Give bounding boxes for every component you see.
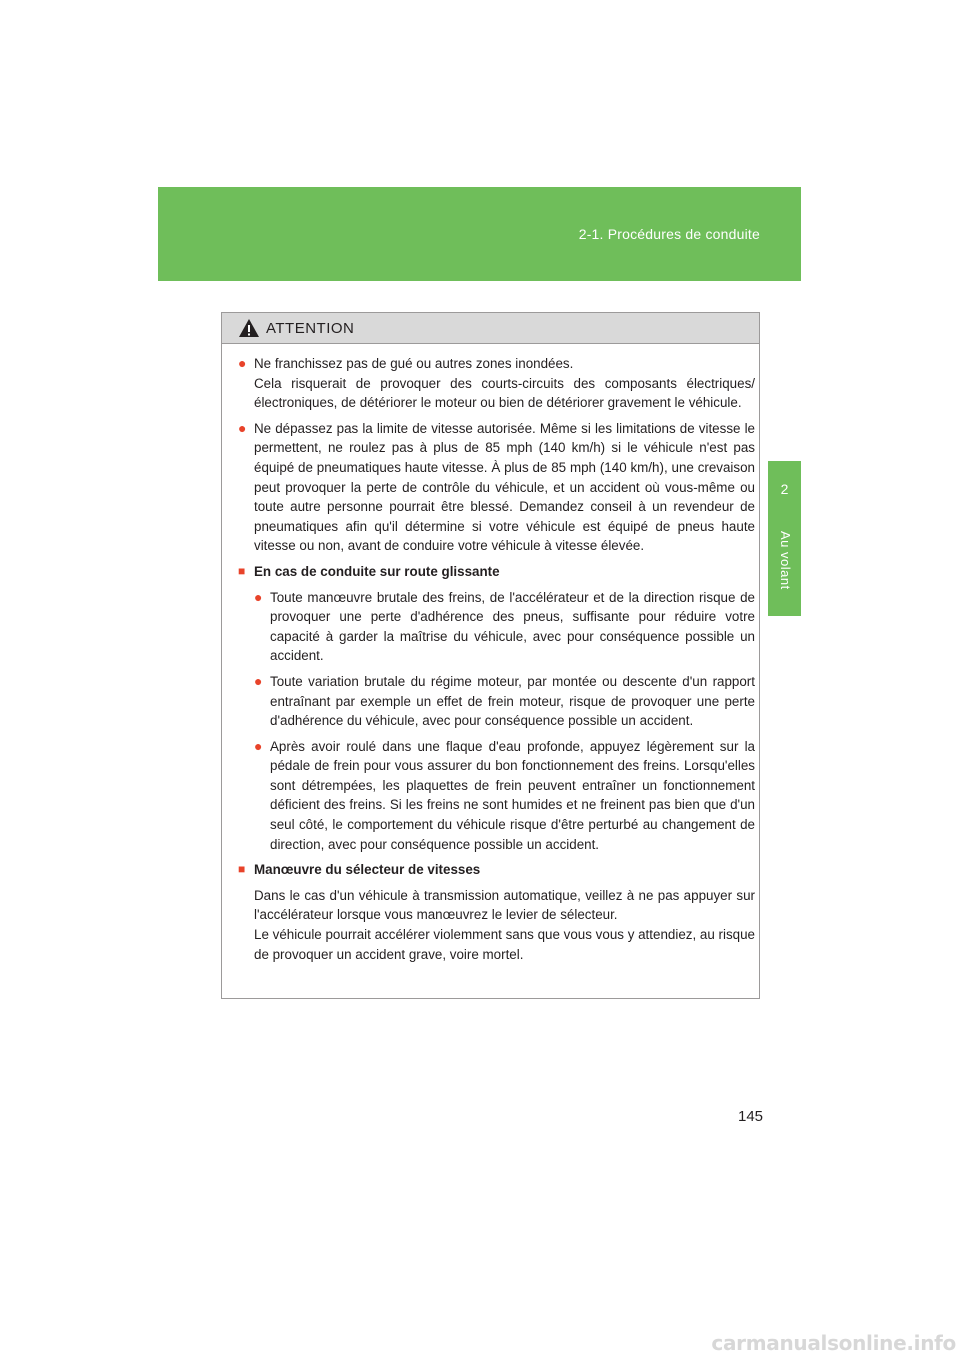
item-text: Toute manœuvre brutale des freins, de l'accélérateur et de la direction risque de provoquer une perte d'adhérence des pneus, suffisante pour réduire votre capacité à garder la maîtrise du véhicule, avec pour conséquence possible un accident.: [270, 589, 755, 664]
round-bullet-icon: ●: [254, 588, 263, 605]
round-bullet-icon: ●: [254, 737, 263, 754]
caution-header: [222, 313, 759, 344]
item-text: Cela risquerait de provoquer des courts-circuits des composants électriques/électroniques, de détériorer le moteur ou bien de détériorer gravement le véhicule.: [254, 375, 755, 411]
square-bullet-icon: ■: [238, 563, 246, 578]
chapter-label: Au volant: [778, 531, 793, 590]
item-text: Toute variation brutale du régime moteur, par montée ou descente d'un rapport entraînant par exemple un effet de frein moteur, risque de provoquer une perte d'adhérence du véhicule, avec pour conséquence possible un accident.: [270, 673, 755, 729]
section-heading: [238, 562, 755, 582]
list-item: [254, 737, 755, 855]
watermark: carmanualsonline.info: [711, 1331, 956, 1355]
list-item: [254, 672, 755, 731]
chapter-side-tab: [768, 461, 801, 616]
round-bullet-icon: ●: [238, 355, 247, 371]
heading-text: En cas de conduite sur route glissante: [254, 563, 500, 579]
slippery-list: [254, 588, 755, 855]
shift-paragraph: [238, 886, 755, 964]
round-bullet-icon: ●: [254, 672, 263, 689]
section-heading: [238, 860, 755, 880]
warning-triangle-icon: [238, 318, 260, 338]
page-number: 145: [738, 1108, 764, 1125]
chapter-header-band: [158, 187, 801, 281]
square-bullet-icon: ■: [238, 862, 246, 877]
list-item: [238, 354, 755, 413]
section-title: 2-1. Procédures de conduite: [578, 226, 760, 242]
paragraph-text: Le véhicule pourrait accélérer violemment sans que vous vous y attendiez, au risque de provoquer un accident grave, voire mortel.: [254, 927, 755, 962]
caution-title: ATTENTION: [266, 319, 355, 337]
list-item: [254, 588, 755, 666]
caution-body: [222, 344, 759, 964]
item-text: Après avoir roulé dans une flaque d'eau profonde, appuyez légèrement sur la pédale de frein pour vous assurer du bon fonctionnement des freins. Lorsqu'elles sont détrempées, les plaquettes de frein peuvent entraîner un fonctionnement déficient des freins. Si les freins ne sont humides et ne freinent pas bien que d'un seul côté, le comportement du véhicule risque d'être perturbé au changement de direction, avec pour conséquence possible un accident.: [270, 738, 755, 852]
heading-text: Manœuvre du sélecteur de vitesses: [254, 862, 481, 878]
item-text: Ne franchissez pas de gué ou autres zones inondées.: [254, 356, 574, 371]
item-text: Ne dépassez pas la limite de vitesse autorisée. Même si les limitations de vitesse le permettent, ne roulez pas à plus de 85 mph (140 km/h) si le véhicule n'est pas équipé de pneumatiques haute vitesse. À plus de 85 mph (140 km/h), une crevaison peut provoquer la perte de contrôle du véhicule, et un accident où vous-même ou toute autre personne pourrait être blessé. Demandez conseil à un revendeur de pneumatiques afin qu'il détermine si votre véhicule est équipé de pneus haute vitesse ou non, avant de conduire votre véhicule à vitesse élevée.: [254, 420, 755, 554]
paragraph-text: Dans le cas d'un véhicule à transmission automatique, veillez à ne pas appuyer sur l'accélérateur lorsque vous manœuvrez le levier de sélecteur.: [254, 887, 755, 923]
round-bullet-icon: ●: [238, 419, 247, 436]
caution-box: [221, 312, 760, 999]
list-item: [238, 419, 755, 556]
chapter-number: 2: [780, 481, 789, 497]
